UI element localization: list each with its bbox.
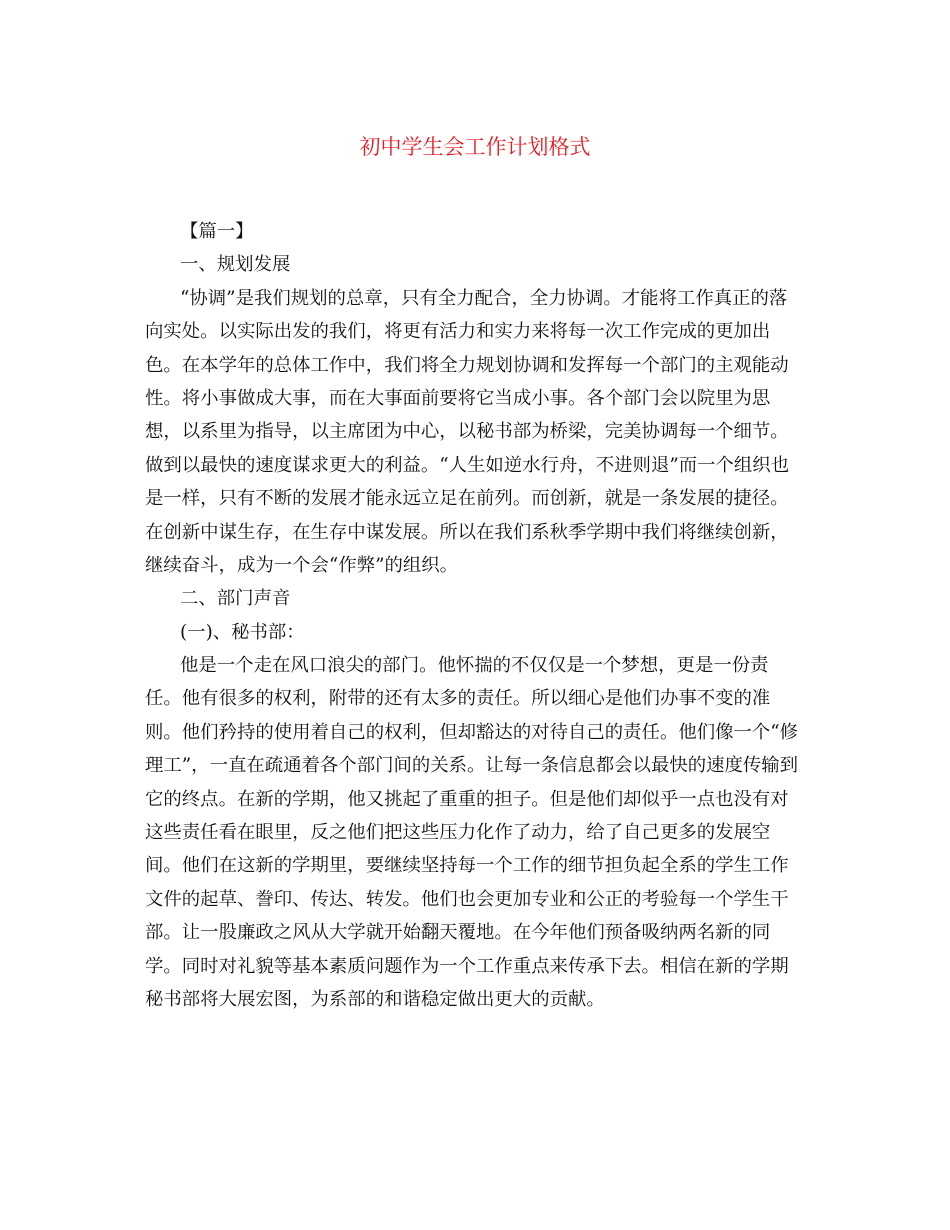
text-line: 继续奋斗，成为一个会“作弊”的组织。	[145, 554, 459, 576]
text-line: 学。同时对礼貌等基本素质问题作为一个工作重点来传承下去。相信在新的学期	[145, 955, 789, 977]
text-line: 向实处。以实际出发的我们，将更有活力和实力来将每一次工作完成的更加出	[145, 321, 771, 343]
text-line: 是一样，只有不断的发展才能永远立足在前列。而创新，就是一条发展的捷径。	[145, 488, 789, 510]
text-line: 部。让一股廉政之风从大学就开始翻天覆地。在今年他们预备吸纳两名新的同	[145, 922, 771, 944]
text-line: 【篇一】	[180, 221, 254, 242]
document-title: 初中学生会工作计划格式	[359, 135, 591, 159]
text-line: 做到以最快的速度谋求更大的利益。“人生如逆水行舟，不进则退”而一个组织也	[145, 454, 790, 476]
text-line: 他是一个走在风口浪尖的部门。他怀揣的不仅仅是一个梦想，更是一份责	[180, 655, 769, 677]
text-line: 它的终点。在新的学期，他又挑起了重重的担子。但是他们却似乎一点也没有对	[145, 788, 789, 810]
text-line: 性。将小事做成大事，而在大事面前要将它当成小事。各个部门会以院里为思	[145, 387, 771, 409]
text-line: 文件的起草、誊印、传达、转发。他们也会更加专业和公正的考验每一个学生干	[145, 888, 789, 910]
text-line: 想，以系里为指导，以主席团为中心，以秘书部为桥梁，完美协调每一个细节。	[145, 421, 789, 443]
text-line: 在创新中谋生存，在生存中谋发展。所以在我们系秋季学期中我们将继续创新，	[145, 521, 789, 543]
text-line: 这些责任看在眼里，反之他们把这些压力化作了动力，给了自己更多的发展空	[145, 822, 771, 844]
text-line: 间。他们在这新的学期里，要继续坚持每一个工作的细节担负起全系的学生工作	[145, 855, 789, 877]
text-line: 任。他有很多的权利，附带的还有太多的责任。所以细心是他们办事不变的准	[145, 688, 771, 710]
text-line: 秘书部将大展宏图，为系部的和谐稳定做出更大的贡献。	[145, 988, 605, 1010]
text-line: “协调”是我们规划的总章，只有全力配合，全力协调。才能将工作真正的落	[180, 287, 788, 309]
text-line: 二、部门声音	[180, 588, 291, 610]
text-line: 则。他们矜持的使用着自己的权利，但却豁达的对待自己的责任。他们像一个“修	[145, 721, 799, 743]
text-line: 一、规划发展	[180, 254, 291, 276]
text-line: 色。在本学年的总体工作中，我们将全力规划协调和发挥每一个部门的主观能动	[145, 354, 789, 376]
text-line: (一)、秘书部：	[180, 621, 305, 643]
document-body	[145, 215, 805, 1016]
text-line: 理工”，一直在疏通着各个部门间的关系。让每一条信息都会以最快的速度传输到	[145, 755, 799, 777]
